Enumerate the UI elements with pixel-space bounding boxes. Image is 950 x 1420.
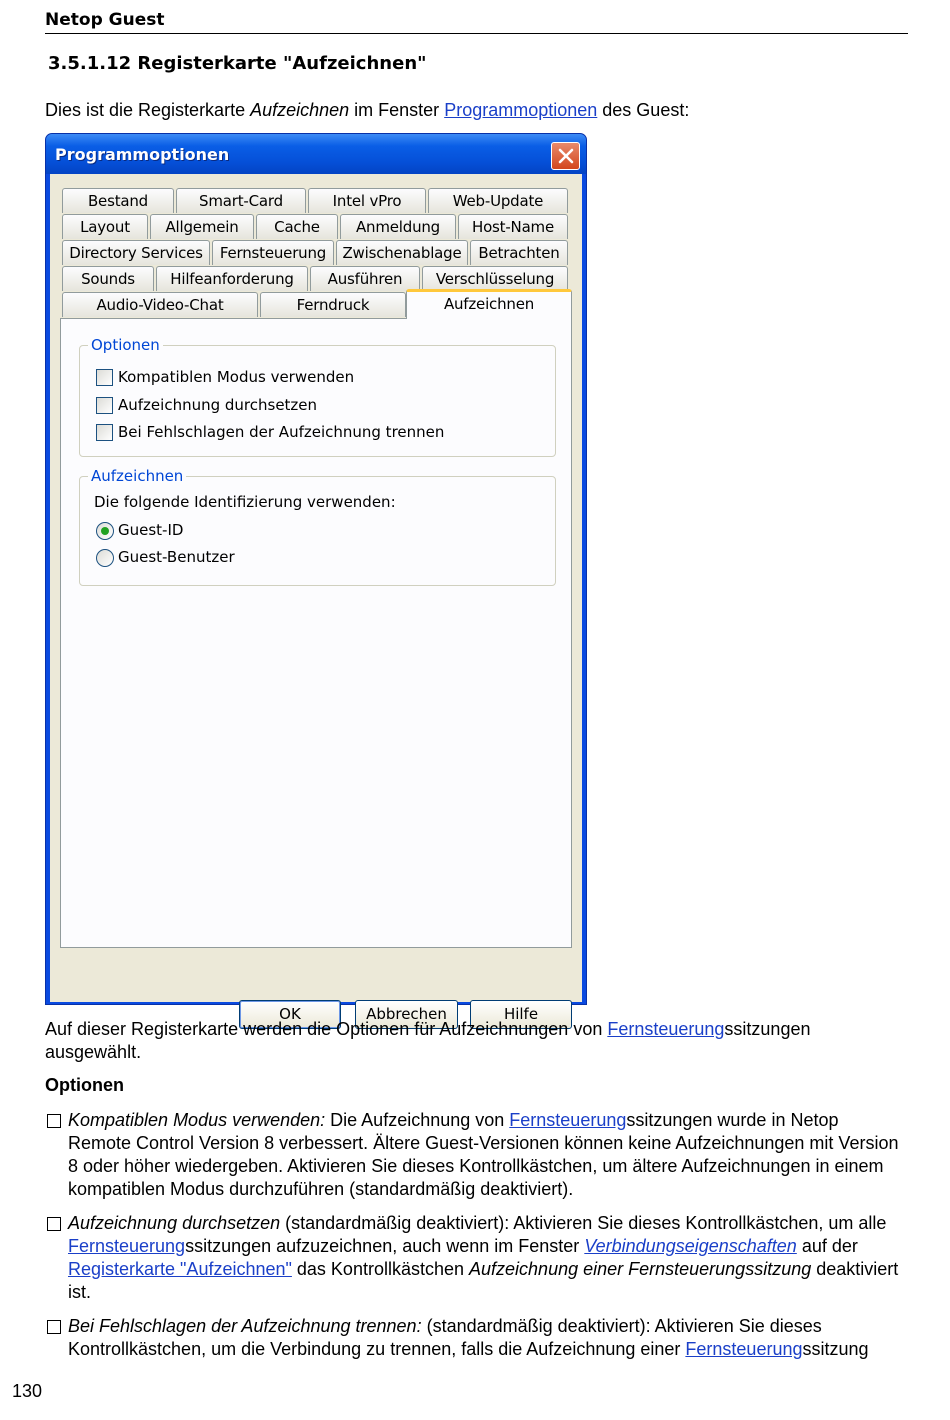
tab-bestand[interactable]: Bestand <box>62 188 174 213</box>
tab-smart-card[interactable]: Smart-Card <box>176 188 306 213</box>
verbindungseigenschaften-link[interactable]: Verbindungseigenschaften <box>584 1236 797 1256</box>
program-options-dialog <box>45 133 587 1023</box>
bullet-text: ssitzung <box>802 1339 869 1359</box>
bullet-term: Kompatiblen Modus verwenden: <box>68 1110 326 1130</box>
tab-fernsteuerung[interactable]: Fernsteuerung <box>212 240 334 265</box>
enforce-recording-checkbox[interactable] <box>96 397 113 414</box>
help-button[interactable]: Hilfe <box>470 1000 572 1029</box>
bullet-term: Aufzeichnung einer Fernsteuerungssitzung <box>469 1259 812 1279</box>
bullet-text: (standardmäßig deaktiviert): Aktivieren Sie dieses Kontrollkästchen, um die Verbindung zu trennen, falls die Aufzeichnung einer <box>68 1316 822 1359</box>
section-title: 3.5.1.12 Registerkarte "Aufzeichnen" <box>48 53 427 74</box>
guest-user-radio[interactable] <box>96 549 114 567</box>
guest-user-label: Guest-Benutzer <box>118 548 235 566</box>
intro-paragraph <box>45 99 689 121</box>
close-button[interactable] <box>551 142 580 170</box>
tab-directory-services[interactable]: Directory Services <box>62 240 210 265</box>
description-paragraph <box>45 1018 905 1064</box>
cancel-button[interactable]: Abbrechen <box>355 1000 458 1029</box>
bullet-square-icon <box>47 1114 61 1128</box>
bullet-text: deaktiviert ist. <box>68 1259 899 1302</box>
bullet-term: Aufzeichnung durchsetzen <box>68 1213 281 1233</box>
bullet-text: ssitzungen aufzuzeichnen, auch wenn im Fenster <box>185 1236 585 1256</box>
disconnect-on-fail-checkbox[interactable] <box>96 424 113 441</box>
dialog-client-area <box>50 174 582 1023</box>
tab-host-name[interactable]: Host-Name <box>458 214 568 239</box>
tab-panel-aufzeichnen <box>60 318 572 948</box>
tab-sounds[interactable]: Sounds <box>62 266 154 291</box>
guest-id-radio[interactable] <box>96 522 114 540</box>
intro-tab-name: Aufzeichnen <box>250 100 350 120</box>
description-text-post: ssitzungen ausgewählt. <box>45 1019 811 1062</box>
options-groupbox <box>79 336 556 457</box>
bullet-term: Bei Fehlschlagen der Aufzeichnung trennen: <box>68 1316 422 1336</box>
tab-betrachten[interactable]: Betrachten <box>470 240 568 265</box>
tab-anmeldung[interactable]: Anmeldung <box>340 214 456 239</box>
guest-id-label: Guest-ID <box>118 521 184 539</box>
ok-button[interactable]: OK <box>239 1000 341 1029</box>
options-group-legend: Optionen <box>88 336 163 354</box>
fernsteuerung-link[interactable]: Fernsteuerung <box>607 1019 725 1039</box>
options-heading: Optionen <box>45 1075 124 1095</box>
fernsteuerung-link[interactable]: Fernsteuerung <box>509 1110 627 1130</box>
record-group-legend: Aufzeichnen <box>88 467 186 485</box>
programmoptionen-link[interactable]: Programmoptionen <box>444 100 598 120</box>
bullet-compatible-mode <box>45 1109 905 1201</box>
intro-text-post: des Guest: <box>597 100 690 120</box>
bullet-square-icon <box>47 1320 61 1334</box>
fernsteuerung-link[interactable]: Fernsteuerung <box>68 1236 186 1256</box>
bullet-square-icon <box>47 1217 61 1231</box>
intro-text-mid: im Fenster <box>349 100 445 120</box>
fernsteuerung-link[interactable]: Fernsteuerung <box>685 1339 803 1359</box>
tab-verschluesselung[interactable]: Verschlüsselung <box>422 266 568 291</box>
tab-hilfeanforderung[interactable]: Hilfeanforderung <box>156 266 308 291</box>
enforce-recording-label: Aufzeichnung durchsetzen <box>118 396 318 414</box>
close-icon <box>558 148 574 164</box>
tab-ferndruck[interactable]: Ferndruck <box>260 292 406 317</box>
bullet-disconnect-on-fail <box>45 1315 905 1361</box>
bullet-enforce-recording <box>45 1212 905 1304</box>
description-text: Auf dieser Registerkarte werden die Optionen für Aufzeichnungen von <box>45 1019 608 1039</box>
dialog-title: Programmoptionen <box>55 145 230 164</box>
tab-allgemein[interactable]: Allgemein <box>150 214 254 239</box>
intro-text: Dies ist die Registerkarte <box>45 100 251 120</box>
record-groupbox <box>79 467 556 586</box>
bullet-text: das Kontrollkästchen <box>291 1259 470 1279</box>
header-title: Netop Guest <box>45 10 165 30</box>
tab-ausfuehren[interactable]: Ausführen <box>310 266 420 291</box>
compatible-mode-checkbox[interactable] <box>96 369 113 386</box>
tab-zwischenablage[interactable]: Zwischenablage <box>336 240 468 265</box>
tab-web-update[interactable]: Web-Update <box>428 188 568 213</box>
dialog-titlebar[interactable] <box>46 134 586 174</box>
bullet-text: ssitzungen wurde in Netop Remote Control Version 8 verbessert. Ältere Guest-Versionen können keine Aufzeichnungen mit Version 8 oder höher wiedergeben. Aktivieren Sie dieses Kontrollkästchen, um ältere Aufzeichnungen in einem kompatiblen Modus durchzuführen (standardmäßig deaktiviert). <box>68 1110 899 1199</box>
bullet-text: auf der <box>796 1236 858 1256</box>
compatible-mode-label: Kompatiblen Modus verwenden <box>118 368 355 386</box>
tab-aufzeichnen[interactable]: Aufzeichnen <box>406 289 572 319</box>
tab-intel-vpro[interactable]: Intel vPro <box>308 188 426 213</box>
page-number: 130 <box>12 1381 43 1401</box>
identification-prompt: Die folgende Identifizierung verwenden: <box>94 493 396 511</box>
tab-cache[interactable]: Cache <box>256 214 338 239</box>
radio-selected-dot <box>101 527 109 535</box>
bullet-text: (standardmäßig deaktiviert): Aktivieren Sie dieses Kontrollkästchen, um alle <box>280 1213 887 1233</box>
tab-layout[interactable]: Layout <box>62 214 148 239</box>
running-header <box>45 9 908 34</box>
registerkarte-aufzeichnen-link[interactable]: Registerkarte "Aufzeichnen" <box>68 1259 292 1279</box>
disconnect-on-fail-label: Bei Fehlschlagen der Aufzeichnung trennen <box>118 423 445 441</box>
tab-audio-video-chat[interactable]: Audio-Video-Chat <box>62 292 258 317</box>
bullet-text: Die Aufzeichnung von <box>325 1110 510 1130</box>
